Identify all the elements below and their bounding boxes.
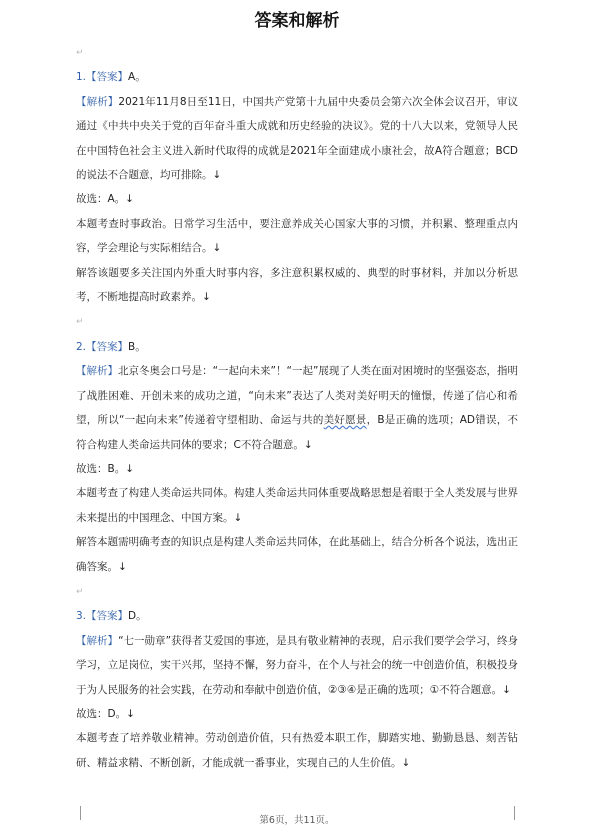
analysis-text: 2021年11月8日至11日，中国共产党第十九届中央委员会第六次全体会议召开，审议通过《中共中央关于党的百年奋斗重大成就和历史经验的决议》。党的十八大以来，党领导人民在中国特色社会主义进入新时代取得的成就是2021年全面建成小康社会，故A符合题意；BCD的说法不合题意，均可排除。↓ (76, 95, 519, 182)
paragraph-mark: ↵ (76, 586, 84, 597)
page-footer: 第6页，共11页。 (259, 815, 335, 826)
select-line-1: 故选：A。↓ (76, 193, 134, 206)
answer-line-3 (76, 604, 518, 628)
answer-value: B。 (128, 340, 146, 353)
solve-paragraph-2: 解答本题需明确考查的知识点是构建人类命运共同体，在此基础上，结合分析各个说法，选出正确答案。↓ (76, 536, 518, 573)
question-number: 1. (76, 71, 87, 84)
paragraph-mark: ↵ (76, 48, 84, 58)
answer-value: A。 (128, 71, 146, 84)
examine-paragraph-3: 本题考查了培养敬业精神。劳动创造价值，只有热爱本职工作，脚踏实地、勤勤恳恳、刻苦钻研、精益求精、不断创新，才能成就一番事业，实现自己的人生价值。↓ (76, 732, 518, 769)
paragraph-mark: ↵ (76, 317, 84, 328)
select-line-3: 故选：D。↓ (76, 707, 135, 720)
answer-value: D。 (128, 610, 147, 623)
analysis-text: “七一勋章”获得者艾爱国的事迹，是具有敬业精神的表现，启示我们要学会学习，终身学习，立足岗位，实干兴邦，坚持不懈，努力奋斗，在个人与社会的统一中创造价值，积极投身于为人民服务的社会实践，在劳动和奉献中创造价值，②③④是正确的选项；①不符合题意。↓ (76, 634, 518, 696)
analysis-paragraph-2 (76, 359, 518, 457)
analysis-text-b: ，B是正确的选项；AD错误，不符合构建人类命运共同体的要求；C不符合题意。↓ (76, 414, 518, 451)
solve-paragraph-1: 解答该题要多关注国内外重大时事内容，多注意积累权威的、典型的时事材料，并加以分析思考，不断地提高时政素养。↓ (76, 266, 518, 304)
analysis-tag: 【解析】 (76, 634, 119, 647)
spellcheck-underlined-text: 美好愿景 (323, 414, 367, 427)
answer-tag: 【答案】 (86, 340, 129, 353)
answer-tag: 【答案】 (86, 71, 129, 84)
analysis-tag: 【解析】 (76, 365, 119, 378)
analysis-paragraph-1 (76, 90, 518, 188)
answer-line-2 (76, 335, 518, 359)
examine-paragraph-1: 本题考查时事政治。日常学习生活中，要注意养成关心国家大事的习惯，并积累、整理重点内容，学会理论与实际相结合。↓ (76, 217, 518, 255)
page-title: 答案和解析 (254, 11, 340, 31)
answer-line-1 (76, 65, 518, 89)
question-number: 3. (76, 610, 87, 623)
question-number: 2. (76, 340, 87, 353)
answer-tag: 【答案】 (86, 610, 129, 623)
analysis-paragraph-3 (76, 629, 518, 702)
examine-paragraph-2: 本题考查了构建人类命运共同体。构建人类命运共同体重要战略思想是着眼于全人类发展与世界未来提出的中国理念、中国方案。↓ (76, 487, 518, 524)
document-body (76, 40, 518, 775)
select-line-2: 故选：B。↓ (76, 462, 135, 475)
analysis-text-a: 北京冬奥会口号是：“一起向未来”！“一起”展现了人类在面对困境时的坚强姿态，指明了战胜困难、开创未来的成功之道，“向未来”表达了人类对美好明天的憧憬，传递了信心和希望，所以“一起向未来”传递着守望相助、命运与共的 (76, 365, 519, 427)
analysis-tag: 【解析】 (76, 95, 119, 108)
